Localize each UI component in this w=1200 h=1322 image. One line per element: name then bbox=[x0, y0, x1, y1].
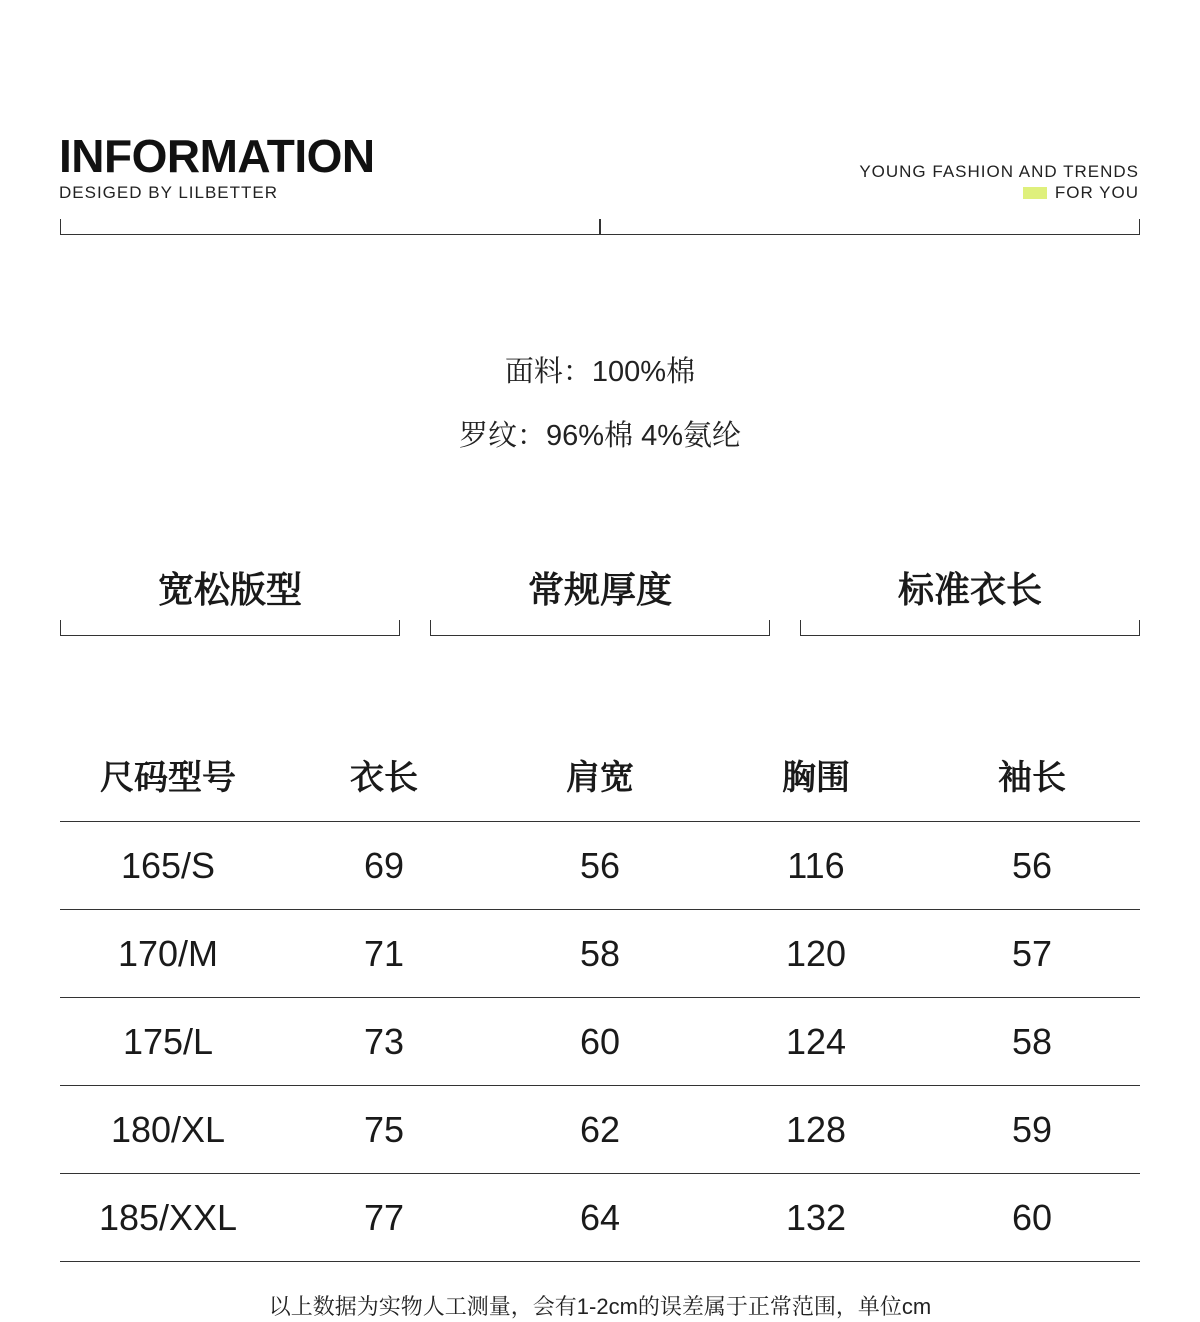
table-row bbox=[60, 1086, 1140, 1174]
feature-length: 标准衣长 bbox=[897, 569, 1042, 610]
cell-shoulder: 56 bbox=[579, 844, 621, 886]
cell-shoulder: 64 bbox=[579, 1196, 621, 1238]
cell-size: 170/M bbox=[117, 932, 219, 974]
cell-sleeve: 57 bbox=[1011, 932, 1053, 974]
cell-chest: 116 bbox=[787, 844, 845, 886]
fabric-rib: 罗纹：96%棉 4%氨纶 bbox=[458, 420, 741, 452]
cell-size: 165/S bbox=[120, 844, 216, 886]
cell-length: 69 bbox=[363, 844, 405, 886]
cell-length: 71 bbox=[363, 932, 405, 974]
feature-thickness-underline bbox=[430, 620, 770, 636]
tagline-line-2-wrap bbox=[1023, 183, 1139, 203]
cell-sleeve: 56 bbox=[1011, 844, 1053, 886]
tagline-line-1: YOUNG FASHION AND TRENDS bbox=[859, 162, 1139, 181]
page-title: INFORMATION bbox=[59, 130, 375, 182]
cell-shoulder: 58 bbox=[579, 932, 621, 974]
cell-shoulder: 62 bbox=[579, 1108, 621, 1150]
tagline-line-2: FOR YOU bbox=[1054, 183, 1139, 202]
measurement-note: 以上数据为实物人工测量，会有1-2cm的误差属于正常范围，单位cm bbox=[268, 1294, 932, 1319]
table-row bbox=[60, 1174, 1140, 1262]
header-size: 尺码型号 bbox=[100, 759, 236, 797]
cell-size: 180/XL bbox=[110, 1108, 226, 1150]
accent-bar-icon bbox=[1023, 187, 1047, 199]
table-row bbox=[60, 822, 1140, 910]
header-divider-midtick bbox=[599, 219, 601, 235]
cell-chest: 120 bbox=[785, 932, 847, 974]
cell-chest: 128 bbox=[785, 1108, 847, 1150]
cell-sleeve: 59 bbox=[1011, 1108, 1053, 1150]
cell-size: 175/L bbox=[122, 1020, 214, 1062]
feature-length-underline bbox=[800, 620, 1140, 636]
feature-thickness: 常规厚度 bbox=[527, 569, 672, 610]
feature-fit: 宽松版型 bbox=[157, 569, 302, 610]
cell-sleeve: 58 bbox=[1011, 1020, 1053, 1062]
table-header-row bbox=[60, 728, 1140, 822]
header-shoulder: 肩宽 bbox=[566, 759, 634, 797]
cell-chest: 132 bbox=[785, 1196, 847, 1238]
header-sleeve: 袖长 bbox=[998, 759, 1066, 797]
designer-credit: DESIGED BY LILBETTER bbox=[59, 183, 279, 202]
header-chest: 胸围 bbox=[782, 759, 850, 797]
table-row bbox=[60, 998, 1140, 1086]
cell-size: 185/XXL bbox=[98, 1196, 238, 1238]
table-row bbox=[60, 910, 1140, 998]
cell-chest: 124 bbox=[785, 1020, 847, 1062]
feature-fit-underline bbox=[60, 620, 400, 636]
header-length: 衣长 bbox=[350, 759, 418, 797]
size-table bbox=[60, 728, 1140, 1262]
cell-length: 73 bbox=[363, 1020, 405, 1062]
fabric-main: 面料：100%棉 bbox=[504, 356, 696, 388]
cell-length: 75 bbox=[363, 1108, 405, 1150]
cell-sleeve: 60 bbox=[1011, 1196, 1053, 1238]
cell-length: 77 bbox=[363, 1196, 405, 1238]
cell-shoulder: 60 bbox=[579, 1020, 621, 1062]
